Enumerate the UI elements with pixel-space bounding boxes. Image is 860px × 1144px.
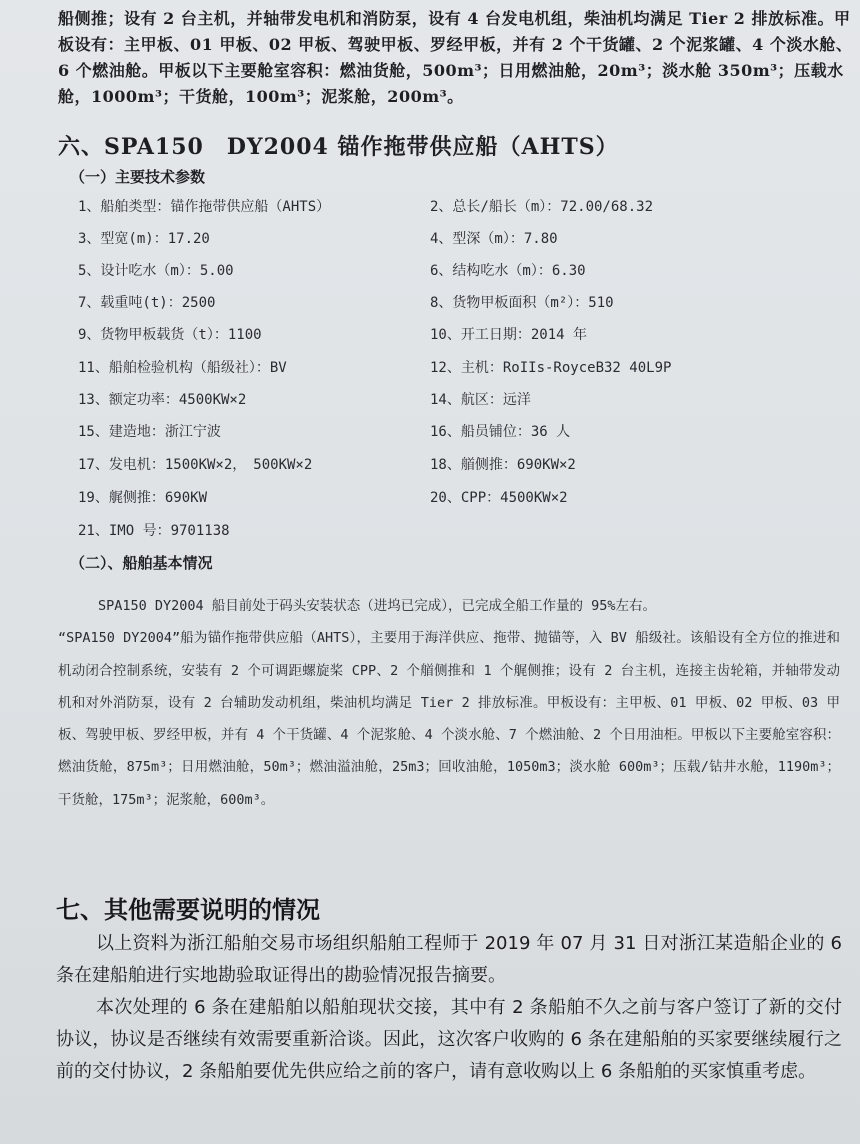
specs-subheading: （一）主要技术参数 bbox=[70, 168, 206, 186]
section7-heading: 七、其他需要说明的情况 bbox=[56, 896, 320, 924]
status-paragraphs bbox=[58, 590, 840, 816]
spec-row bbox=[78, 292, 778, 314]
spec-item: 16、船员铺位：36 人 bbox=[430, 424, 571, 440]
spec-row bbox=[78, 487, 778, 509]
spec-item: 14、航区：远洋 bbox=[430, 392, 531, 408]
spec-item: 3、型宽(m)：17.20 bbox=[78, 231, 210, 247]
spec-item: 7、载重吨(t)：2500 bbox=[78, 295, 216, 311]
spec-item: 15、建造地：浙江宁波 bbox=[78, 424, 221, 440]
spec-item: 1、船舶类型：锚作拖带供应船（AHTS） bbox=[78, 199, 331, 215]
spec-row bbox=[78, 228, 778, 250]
spec-row bbox=[78, 260, 778, 282]
spec-item: 4、型深（m）：7.80 bbox=[430, 231, 558, 247]
section7-paragraph: 本次处理的 6 条在建船舶以船舶现状交接，其中有 2 条船舶不久之前与客户签订了新的交付协议，协议是否继续有效需要重新洽谈。因此，这次客户收购的 6 条在建船舶的买家要继续履行之前的交付协议，2 条船舶要优先供应给之前的客户，请有意收购以上 6 条船舶的买家慎重考虑。 bbox=[56, 997, 842, 1082]
spec-row bbox=[78, 454, 778, 476]
spec-item: 8、货物甲板面积（m²）：510 bbox=[430, 295, 614, 311]
spec-row bbox=[78, 196, 778, 218]
spec-row bbox=[78, 389, 778, 411]
spec-item: 13、额定功率：4500KW×2 bbox=[78, 392, 247, 408]
spec-item: 21、IMO 号：9701138 bbox=[78, 523, 230, 539]
spec-item: 10、开工日期：2014 年 bbox=[430, 327, 588, 343]
spec-item: 2、总长/船长（m）：72.00/68.32 bbox=[430, 199, 654, 215]
spec-item: 19、艉侧推：690KW bbox=[78, 490, 208, 506]
status-subheading: （二）、船舶基本情况 bbox=[70, 554, 213, 572]
spec-row bbox=[78, 357, 778, 379]
spec-row bbox=[78, 324, 778, 346]
intro-text: 船侧推；设有 2 台主机，并轴带发电机和消防泵，设有 4 台发电机组，柴油机均满足 Tier 2 排放标准。甲板设有：主甲板、01 甲板、02 甲板、驾驶甲板、罗经甲板，并有 2 个干货罐、2 个泥浆罐、4 个淡水舱、6 个燃油舱。甲板以下主要舱室容积：燃油货舱，500m³；日用燃油舱，20m³；淡水舱 350m³；压载水舱，1000m³；干货舱，100m³；泥浆舱，200m³。 bbox=[58, 9, 853, 106]
spec-item: 20、CPP：4500KW×2 bbox=[430, 490, 568, 506]
spec-item: 6、结构吃水（m）：6.30 bbox=[430, 263, 586, 279]
status-paragraph: “SPA150 DY2004”船为锚作拖带供应船（AHTS），主要用于海洋供应、拖带、抛锚等，入 BV 船级社。该船设有全方位的推进和机动闭合控制系统，安装有 2 个可调距螺旋桨 CPP、2 个艏侧推和 1 个艉侧推；设有 2 台主机，连接主齿轮箱，并轴带发动机和对外消防泵，设有 2 台辅助发动机组，柴油机均满足 Tier 2 排放标准。甲板设有：主甲板、01 甲板、02 甲板、03 甲板、驾驶甲板、罗经甲板，并有 4 个干货罐、4 个泥浆舱、4 个淡水舱、7 个燃油舱、2 个日用油柜。甲板以下主要舱室容积：燃油货舱，875m³；日用燃油舱，50m³；燃油溢油舱，25m3；回收油舱，1050m3；淡水舱 600m³；压载/钻井水舱，1190m³；干货舱，175m³；泥浆舱，600m³。 bbox=[58, 630, 840, 808]
spec-item: 12、主机：RoIIs-RoyceB32 40L9P bbox=[430, 360, 672, 376]
status-paragraph: SPA150 DY2004 船目前处于码头安装状态（进坞已完成），已完成全船工作量的 95%左右。 bbox=[98, 598, 657, 614]
spec-item: 17、发电机：1500KW×2， 500KW×2 bbox=[78, 457, 313, 473]
spec-item: 18、艏侧推：690KW×2 bbox=[430, 457, 576, 473]
spec-item: 11、船舶检验机构（船级社）：BV bbox=[78, 360, 287, 376]
intro-paragraph bbox=[58, 6, 858, 110]
spec-item: 9、货物甲板载货（t）：1100 bbox=[78, 327, 262, 343]
spec-row bbox=[78, 520, 778, 542]
spec-row bbox=[78, 421, 778, 443]
section7-body bbox=[56, 928, 842, 1088]
spec-item: 5、设计吃水（m）：5.00 bbox=[78, 263, 234, 279]
section7-paragraph: 以上资料为浙江船舶交易市场组织船舶工程师于 2019 年 07 月 31 日对浙江某造船企业的 6 条在建船舶进行实地勘验取证得出的勘验情况报告摘要。 bbox=[56, 933, 842, 986]
section6-heading: 六、SPA150 DY2004 锚作拖带供应船（AHTS） bbox=[58, 134, 619, 160]
